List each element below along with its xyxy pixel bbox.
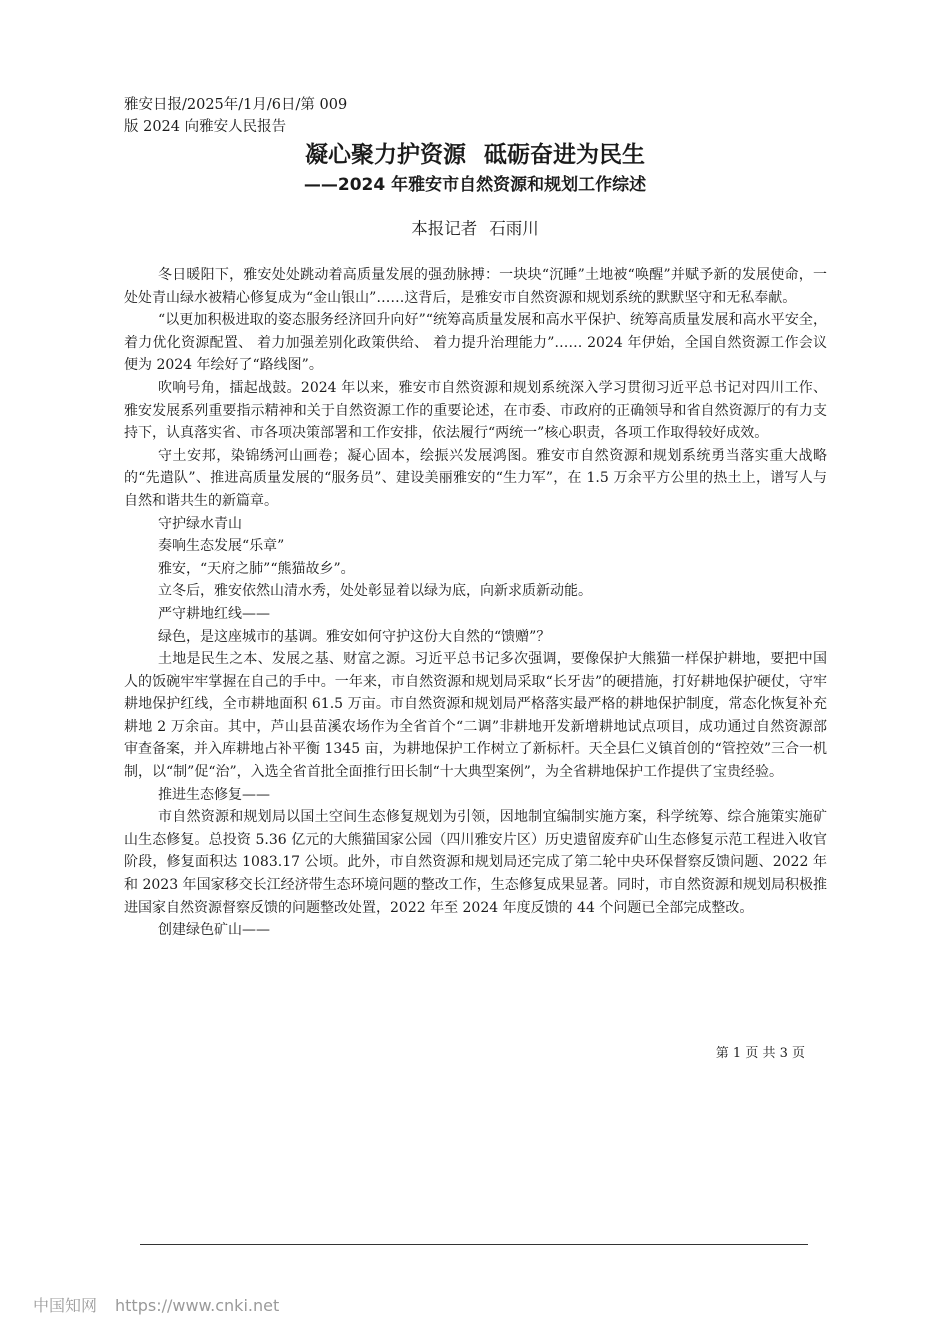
footer-brand: 中国知网 bbox=[33, 1296, 98, 1315]
source-line-2: 版 2024 向雅安人民报告 bbox=[124, 119, 287, 135]
footer-divider bbox=[140, 1244, 808, 1245]
byline-role: 本报记者 bbox=[411, 219, 478, 238]
source-line-1: 雅安日报/2025年/1月/6日/第 009 bbox=[124, 97, 348, 113]
page-number: 第 1 页 共 3 页 bbox=[715, 1046, 805, 1061]
article-subtitle: ——2024 年雅安市自然资源和规划工作综述 bbox=[303, 175, 647, 195]
paragraph: 立冬后，雅安依然山清水秀，处处彰显着以绿为底，向新求质新动能。 bbox=[158, 583, 592, 600]
section-heading: 守护绿水青山 bbox=[158, 515, 242, 532]
title-part-1: 凝心聚力护资源 bbox=[305, 142, 466, 168]
paragraph: 雅安，“天府之肺”“熊猫故乡”。 bbox=[158, 560, 355, 577]
article-title bbox=[0, 140, 950, 170]
paragraph: 冬日暖阳下，雅安处处跳动着高质量发展的强劲脉搏：一块块“沉睡”土地被“唤醒”并赋予新的发展使命，一处处青山绿水被精心修复成为“金山银山”……这背后，是雅安市自然资源和规划系统的默默坚守和无私奉献。 bbox=[124, 267, 827, 306]
article-body bbox=[124, 264, 827, 942]
footer-url: https://www.cnki.net bbox=[115, 1296, 280, 1315]
section-heading: 推进生态修复—— bbox=[158, 786, 270, 803]
paragraph: 绿色，是这座城市的基调。雅安如何守护这份大自然的“馈赠”？ bbox=[158, 628, 551, 645]
paragraph: 吹响号角，擂起战鼓。2024 年以来，雅安市自然资源和规划系统深入学习贯彻习近平总书记对四川工作、雅安发展系列重要指示精神和关于自然资源工作的重要论述，在市委、市政府的正确领导和省自然资源厅的有力支持下，认真落实省、市各项决策部署和工作安排，依法履行“两统一”核心职责，各项工作取得较好成效。 bbox=[124, 379, 827, 442]
section-subheading: 奏响生态发展“乐章” bbox=[158, 538, 285, 555]
paragraph: 市自然资源和规划局以国土空间生态修复规划为引领，因地制宜编制实施方案，科学统筹、综合施策实施矿山生态修复。总投资 5.36 亿元的大熊猫国家公园（四川雅安片区）历史遗留废弃矿山生态修复示范工程进入收官阶段，修复面积达 1083.17 公顷。此外，市自然资源和规划局还完成了第二轮中央环保督察反馈问题、2022 年和 2023 年国家移交长江经济带生态环境问题的整改工作，生态修复成果显著。同时，市自然资源和规划局积极推进国家自然资源督察反馈的问题整改处置，2022 年至 2024 年度反馈的 44 个问题已全部完成整改。 bbox=[124, 809, 827, 916]
byline bbox=[0, 216, 950, 242]
paragraph: 土地是民生之本、发展之基、财富之源。习近平总书记多次强调，要像保护大熊猫一样保护耕地，要把中国人的饭碗牢牢掌握在自己的手中。一年来，市自然资源和规划局采取“长牙齿”的硬措施，打好耕地保护硬仗，守牢耕地保护红线，全市耕地面积 61.5 万亩。市自然资源和规划局严格落实最严格的耕地保护制度，常态化恢复补充耕地 2 万余亩。其中，芦山县苗溪农场作为全省首个“二调”非耕地开发新增耕地试点项目，成功通过自然资源部审查备案，并入库耕地占补平衡 1345 亩，为耕地保护工作树立了新标杆。天全县仁义镇首创的“管控效”三合一机制，以“制”促“治”，入选全省首批全面推行田长制“十大典型案例”，为全省耕地保护工作提供了宝贵经验。 bbox=[124, 651, 827, 781]
source-info bbox=[124, 94, 824, 138]
paragraph: “以更加积极进取的姿态服务经济回升向好”“统筹高质量发展和高水平保护、统筹高质量发展和高水平安全， 着力优化资源配置、 着力加强差别化政策供给、 着力提升治理能力”…… 2024 年伊始，全国自然资源工作会议便为 2024 年绘好了“路线图”。 bbox=[124, 312, 827, 374]
footer-watermark bbox=[33, 1295, 279, 1317]
section-heading: 创建绿色矿山—— bbox=[158, 922, 270, 939]
title-part-2: 砥砺奋进为民生 bbox=[484, 142, 645, 168]
paragraph: 守土安邦，染锦绣河山画卷；凝心固本，绘振兴发展鸿图。雅安市自然资源和规划系统勇当落实重大战略的“先遣队”、推进高质量发展的“服务员”、建设美丽雅安的“生力军”，在 1.5 万余平方公里的热土上，谱写人与自然和谐共生的新篇章。 bbox=[124, 447, 827, 509]
section-heading: 严守耕地红线—— bbox=[158, 605, 270, 622]
byline-author: 石雨川 bbox=[489, 219, 539, 238]
